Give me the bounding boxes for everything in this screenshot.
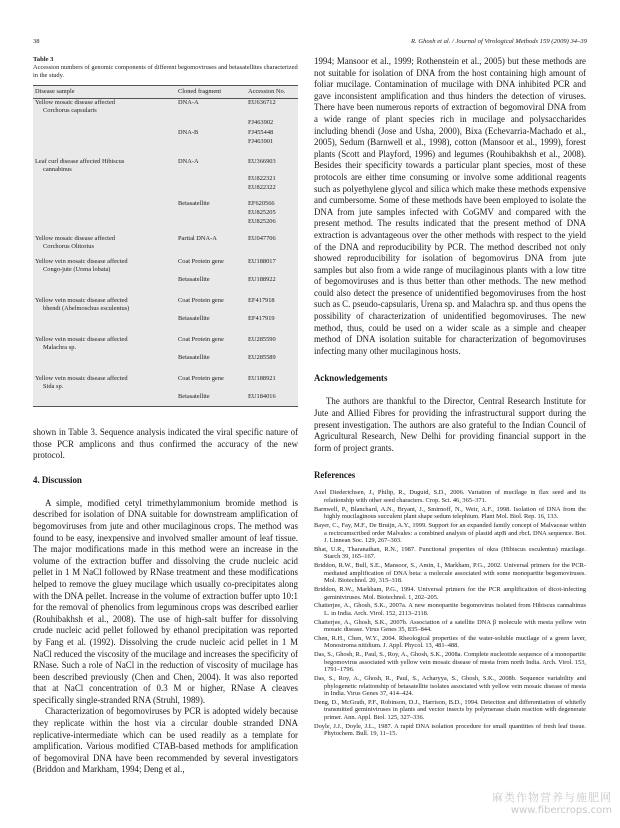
reference-entry: Barnwell, P., Blanchard, A.N., Bryant, J., Smirnoff, N., Weir, A.F., 1998. Isolation of DNA from the highly mucilaginous succulent plant shape sedum telephium. Plant Mol. Biol. Rep. 16, 133. — [314, 505, 586, 521]
right-column — [314, 56, 586, 739]
cell-accession-no: EU822321 — [248, 175, 276, 182]
table-row — [33, 218, 298, 235]
table-body — [33, 99, 298, 404]
header-cloned-fragment: Cloned fragment — [178, 88, 222, 95]
table-row — [33, 375, 298, 393]
cell-accession-no: EU636712 — [248, 99, 276, 106]
cell-accession-no: EU188017 — [248, 258, 276, 265]
cell-accession-no: EF417918 — [248, 297, 275, 304]
cell-disease-sample — [33, 276, 178, 297]
reference-entry: Bhat, U.R., Tharanathan, R.N., 1987. Functional properties of okra (Hibiscus esculentus) mucilage. Starch 39, 165–167. — [314, 545, 586, 561]
reference-entry: Chatterjee, A., Ghosh, S.K., 2007b. Association of a satellite DNA β molecule with mesta yellow vein mosaic disease. Virus Genes 35, 835–844. — [314, 618, 586, 634]
discussion-text — [33, 498, 298, 776]
accession-table — [33, 85, 298, 407]
reference-entry: Deng, D., McGrath, P.F., Robinson, D.J., Harrison, B.D., 1994. Detection and differentiation of whitefly transmitted geminiviruses in plants and vector insects by polymerase chain reaction with degenerate primer. Ann. Appl. Biol. 125, 327–336. — [314, 698, 586, 722]
reference-entry: Chatterjee, A., Ghosh, S.K., 2007a. A new monopartite begomovirus isolated from Hibiscus cannabinus L. in India. Arch. Virol. 152, 2113–2118. — [314, 602, 586, 617]
reference-entry: Chen, R.H., Chen, W.Y., 2004. Rheological properties of the water-soluble mucilage of a green laver, Monostroma nitidium. J. Appl. Phycol. 13, 481–488. — [314, 634, 586, 650]
table-row — [33, 158, 298, 175]
table-row — [33, 200, 298, 209]
sample-continuation: Congo-jute (Urena lobata) — [43, 266, 111, 273]
table-caption: Accession numbers of genomic components of different begomoviruses and betasatellites characterized in the study. — [33, 64, 298, 79]
table-row — [33, 175, 298, 184]
table-row — [33, 119, 298, 129]
table-header-row — [33, 85, 298, 99]
paragraph: shown in Table 3. Sequence analysis indicated the viral specific nature of those PCR amplicons and thus confirmed the accuracy of the new protocol. — [33, 427, 298, 461]
sample-continuation: Malachra sp. — [43, 344, 77, 351]
reference-list — [314, 489, 586, 738]
cell-disease-sample: Yellow vein mosaic disease affected Congo-jute (Urena lobata) — [33, 258, 178, 276]
cell-cloned-fragment: Coat Protein gene — [178, 375, 224, 382]
cell-disease-sample — [33, 175, 178, 184]
cell-disease-sample — [33, 138, 178, 158]
cell-cloned-fragment: Partial DNA-A — [178, 235, 217, 242]
table-row — [33, 354, 298, 375]
cell-accession-no: FJ463902 — [248, 119, 274, 126]
acknowledgements-text — [314, 396, 586, 454]
cell-accession-no: EU822322 — [248, 184, 276, 191]
cell-disease-sample: Yellow mosaic disease affected Corchorus Olitorius — [33, 235, 178, 258]
cell-disease-sample — [33, 209, 178, 218]
cell-cloned-fragment: Coat Protein gene — [178, 258, 224, 265]
paragraph: A simple, modified cetyl trimethylammonium bromide method is described for isolation of DNA suitable for downstream amplification of begomoviruses from jute and other mucilaginous crops. The method was found to be easy, inexpensive and involved smaller amount of leaf tissue. The major modifications made in this method were an increase in the volume of the extraction buffer and dissolving the crude nucleic acid pellet in 1 M NaCl followed by RNase treatment and these modifications helped to remove the gluey mucilage which usually co-precipitates along with the DNA pellet. Increase in the volume of extraction buffer upto 10:1 for the removal of phenolics from leguminous crops was described earlier (Rouhibakhsh et al., 2008). The use of high-salt buffer for dissolving crude nucleic acid pellet followed by ethanol precipitation was reported by Fang et al. (1992). Dissolving the crude nucleic acid pellet in 1 M NaCl reduced the viscosity of the mucilage and increases the specificity of RNase. Such a role of NaCl in the reduction of viscosity of mucilage has been described previously (Chen and Chen, 2004). It was also reported that at NaCl concentration of 0.3 M or higher, RNase A cleaves specifically single-stranded RNA (Struhl, 1989). — [33, 497, 298, 705]
cell-accession-no: EU184016 — [248, 393, 276, 400]
discussion-continued — [314, 56, 586, 357]
references-heading: References — [314, 470, 356, 481]
cell-accession-no: EU047706 — [248, 235, 276, 242]
reference-entry: Doyle, J.J., Doyle, J.L., 1987. A rapid DNA isolation procedure for small quantities of fresh leaf tissue. Phytochem. Bull. 19, 11–15. — [314, 722, 586, 738]
table-row — [33, 336, 298, 354]
section-heading: 4. Discussion — [33, 474, 82, 485]
results-text — [33, 427, 298, 462]
reference-entry: Axel Diederichsen, J., Philip, R., Duguid, S.D., 2006. Variation of mucilage in flax seed and its relationship with other seed characters. Crop. Sci. 46, 365–371. — [314, 489, 586, 504]
header-disease-sample: Disease sample — [35, 88, 75, 95]
cell-cloned-fragment: Betasatellite — [178, 315, 210, 322]
cell-cloned-fragment — [178, 138, 240, 158]
cell-accession-no: EU825205 — [248, 209, 276, 216]
cell-cloned-fragment — [178, 119, 240, 129]
table-row — [33, 129, 298, 138]
sample-continuation: cannabinus — [43, 166, 72, 173]
table-row — [33, 209, 298, 218]
reference-entry: Briddon, R.W., Bull, S.E., Mansoor, S., Amin, I., Markham, P.G., 2002. Universal primers for the PCR-mediated amplification of DNA beta: a molecule associated with some monopartite begomoviruses. Mol. Biotechnol. 20, 315–318. — [314, 562, 586, 585]
cell-accession-no: FJ463901 — [248, 138, 274, 145]
cell-disease-sample: Yellow vein mosaic disease affected Malachra sp. — [33, 336, 178, 354]
left-column — [33, 56, 298, 776]
cell-cloned-fragment: DNA-A — [178, 99, 199, 106]
cell-accession-no: FJ455448 — [248, 129, 274, 136]
cell-cloned-fragment: Betasatellite — [178, 393, 210, 400]
cell-cloned-fragment: Betasatellite — [178, 200, 210, 207]
cell-disease-sample: Yellow vein mosaic disease affected bhendi (Abelmoschus esculentus) — [33, 297, 178, 315]
running-header — [33, 38, 587, 47]
sample-continuation: Corchorus capsularis — [43, 107, 97, 114]
watermark-line-2: www.fibercrops.com — [510, 805, 612, 816]
cell-disease-sample: Yellow vein mosaic disease affected Sida sp. — [33, 375, 178, 393]
cell-disease-sample — [33, 184, 178, 200]
reference-entry: Das, S., Roy, A., Ghosh, R., Paul, S., Acharyya, S., Ghosh, S.K., 2008b. Sequence variability and phylogenetic relationship of betasatellite isolates associated with yellow vein mosaic disease of mesta in India. Virus Genes 37, 414–424. — [314, 675, 586, 698]
cell-cloned-fragment — [178, 184, 240, 200]
table-row — [33, 315, 298, 336]
paragraph: Characterization of begomoviruses by PCR is adopted widely because they replicate within the host via a circular double stranded DNA replicative-intermediate which can be used readily as a template for amplification. Various modified CTAB-based methods for amplification of begomoviral DNA have been recommended by several investigators (Briddon and Markham, 1994; Deng et al., — [33, 706, 298, 775]
table-row — [33, 297, 298, 315]
cell-cloned-fragment: Betasatellite — [178, 276, 210, 283]
cell-accession-no: EU825206 — [248, 218, 276, 225]
cell-accession-no: EU285589 — [248, 354, 276, 361]
cell-accession-no: EU188922 — [248, 276, 276, 283]
cell-disease-sample — [33, 119, 178, 129]
table-row — [33, 235, 298, 258]
sample-continuation: Sida sp. — [43, 383, 64, 390]
table-row — [33, 258, 298, 276]
header-accession-no: Accession No. — [248, 88, 286, 95]
reference-entry: Briddon, R.W., Markham, P.G., 1994. Universal primers for the PCR amplification of dicot-infecting geminiviruses. Mol. Biotechnol. 1, 202–205. — [314, 586, 586, 601]
sample-continuation: bhendi (Abelmoschus esculentus) — [43, 305, 130, 312]
cell-disease-sample — [33, 129, 178, 138]
sample-continuation: Corchorus Olitorius — [43, 243, 94, 250]
cell-cloned-fragment: DNA-A — [178, 158, 199, 165]
cell-accession-no: EF417919 — [248, 315, 275, 322]
table-title: Table 3 — [33, 56, 54, 63]
table-row — [33, 99, 298, 119]
cell-cloned-fragment: Betasatellite — [178, 354, 210, 361]
cell-disease-sample — [33, 315, 178, 336]
cell-cloned-fragment: Coat Protein gene — [178, 297, 224, 304]
watermark — [492, 789, 612, 816]
reference-entry: Das, S., Ghosh, R., Paul, S., Roy, A., Ghosh, S.K., 2008a. Complete nucleotide sequence of a monopartite begomovirus associated with yellow vein mosaic disease of mesta from north India. Arch. Virol. 153, 1791–1796. — [314, 651, 586, 674]
cell-disease-sample: Yellow mosaic disease affected Corchorus capsularis — [33, 99, 178, 119]
paragraph: The authors are thankful to the Director, Central Research Institute for Jute and Allied Fibres for providing the infrastructural support during the present investigation. The authors are also grateful to the Indian Council of Agricultural Research, New Delhi for providing financial support in the form of project grants. — [314, 396, 586, 453]
cell-cloned-fragment: DNA-B — [178, 129, 199, 136]
cell-disease-sample: Leaf curl disease affected Hibiscus cannabinus — [33, 158, 178, 175]
cell-cloned-fragment: Coat Protein gene — [178, 336, 224, 343]
table-row — [33, 184, 298, 200]
cell-disease-sample — [33, 200, 178, 209]
table-row — [33, 276, 298, 297]
page-number: 38 — [33, 38, 40, 45]
cell-disease-sample — [33, 393, 178, 404]
cell-disease-sample — [33, 354, 178, 375]
paragraph: 1994; Mansoor et al., 1999; Rothenstein et al., 2005) but these methods are not suitable for isolation of DNA from the host containing high amount of foliar mucilage. Contamination of mucilage with DNA inhibited PCR and gave inconsistent amplification and thus hinders the detection of viruses. There have been numerous reports of extraction of begomoviral DNA from a wide range of plant species rich in mucilage and polysaccharides including bhendi (Jose and Usha, 2000), Bixa (Echevarria-Machado et al., 2005), Sedum (Barnwell et al., 1998), cotton (Mansoor et al., 1999), forest plants (Scott and Playford, 1996) and legumes (Rouhibakhsh et al., 2008). Besides their specificity towards a particular plant species, most of these protocols are either time consuming or involve some additional reagents such as polyethylene glycol and silica which make these methods expensive and cumbersome. Some of these methods have been employed to isolate the DNA from jute samples infected with CoGMV and compared with the present method. The results indicated that the present method of DNA extraction is advantageous over the other methods with respect to the yield of the DNA and reproducibility by PCR. The method described not only showed reproducibility for isolation of begomovirus DNA from jute samples but also from a wide range of mucilaginous plants with a low titre of begomoviruses and is thus better than other methods. The new method could also detect the presence of unidentified begomoviruses from the host such as C. pseudo-capsularis, Urena sp. and Malachra sp. and thus opens the possibility of characterization of unidentified begomoviruses. The new method, thus, could be used on a wider scale as a simple and cheaper method of DNA isolation suitable for characterization of begomoviruses infecting many other mucilaginous hosts. — [314, 56, 586, 356]
cell-accession-no: EU188921 — [248, 375, 276, 382]
cell-disease-sample — [33, 218, 178, 235]
cell-cloned-fragment — [178, 209, 240, 218]
cell-accession-no: EU285590 — [248, 336, 276, 343]
watermark-line-1: 麻类作物营养与施肥网 — [492, 791, 612, 804]
table-row — [33, 138, 298, 158]
journal-citation: R. Ghosh et al. / Journal of Virological Methods 159 (2009) 34–39 — [411, 38, 587, 45]
reference-entry: Bayer, C., Fay, M.F., De Bruijn, A.Y., 1999. Support for an expanded family concept of Malvaceae within a recircumscribed order Malvales: a combined analysis of plastid atpB and rbcL DNA sequence. Bot. J. Linnean Soc. 129, 267–303. — [314, 521, 586, 545]
cell-accession-no: EU366903 — [248, 158, 276, 165]
cell-cloned-fragment — [178, 175, 240, 184]
cell-cloned-fragment — [178, 218, 240, 235]
acknowledgements-heading: Acknowledgements — [314, 373, 388, 384]
cell-accession-no: EF620566 — [248, 200, 275, 207]
table-row — [33, 393, 298, 404]
